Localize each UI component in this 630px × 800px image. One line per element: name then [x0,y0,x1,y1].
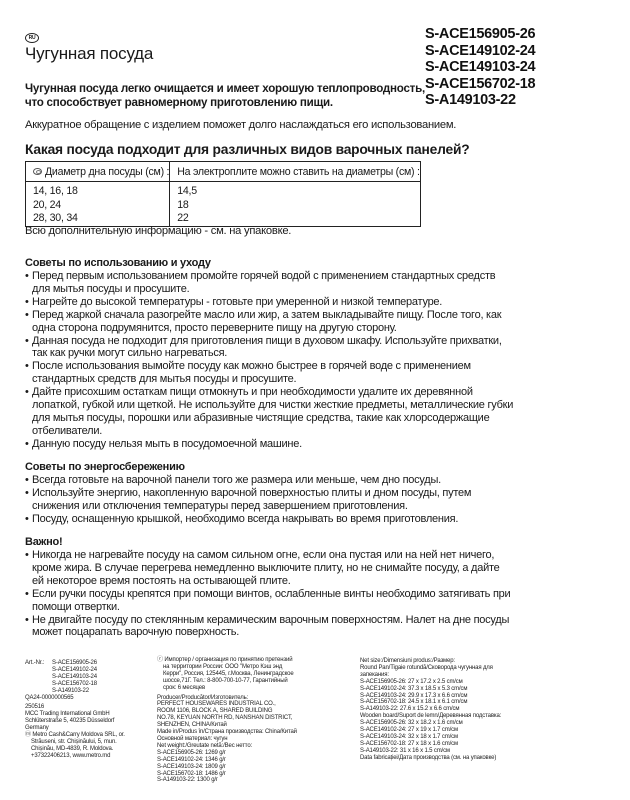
section-heading: Советы по использованию и уходу [25,257,211,269]
size-line: S-ACE156905-26: 32 x 18.2 x 1.6 cm/см [360,720,463,727]
weight-line: S-ACE149102-24: 1346 g/г [157,756,226,763]
model-number: S-ACE156702-18 [425,75,536,92]
producer-line: ROOM 1106, BLOCK A, SHARED BUILDING [157,708,273,715]
net-size-label: Net size:/Dimensiuni produs:/Размер: [360,658,455,664]
weight-line: S-A149103-22: 1300 g/г [157,777,218,784]
qa-code: QA24-0000000565 [25,694,74,701]
producer-line: SHENZHEN, CHINA/Китай [157,722,227,729]
list-item: • Данную посуду нельзя мыть в посудомоечной машине. [25,438,585,451]
table-cell: 20, 24 [33,198,61,211]
list-item: • Нагрейте до высокой температуры - готовьте при умеренной и низкой температуре. [25,296,585,309]
model-number: S-A149103-22 [425,92,516,108]
list-item: • Никогда не нагревайте посуду на самом сильном огне, если она пустая или на ней нет ничего, кроме жира. В случае перегрева немедленно выключите плиту, но не снимайте посуду, а дайте ей некоторое время постоять на остывающей плите. [25,549,585,588]
moldova-line: ⓜ Metro Cash&Carry Moldova SRL, or. [25,732,125,739]
section-heading: Важно! [25,536,63,548]
size-line: S-ACE149103-24: 29.9 x 17.3 x 6.6 cm/см [360,692,468,699]
article-number: S-A149103-22 [52,687,89,694]
date-code: 250516 [25,704,45,711]
size-line: S-ACE149102-24: 27 x 19 x 1.7 cm/см [360,727,458,734]
column-header-hob-diameter: На электроплите можно ставить на диаметры (см) : [170,162,420,182]
column-header-base-diameter: Диаметр дна посуды (см) : [26,162,170,182]
production-date-line: Data fabricației/Дата производства (см. на упаковке) [360,754,497,761]
energy-saving-section [25,460,585,526]
intro-line: Чугунная посуда легко очищается и имеет хорошую теплопроводность, [25,82,425,95]
size-line: S-ACE156905-26: 27 x 17.2 x 2.5 cm/см [360,678,463,685]
company-line: MCC Trading International GmbH [25,711,110,718]
size-line: S-ACE156702-18: 24.5 x 18.1 x 6.1 cm/см [360,699,468,706]
cooktop-icon [33,168,42,175]
size-line: S-A149103-22: 31 x 16 x 1.5 cm/см [360,747,450,754]
intro-bold-text [25,82,425,110]
size-line: S-ACE149102-24: 37.3 x 18.5 x 5.3 cm/см [360,685,468,692]
model-number: S-ACE149102-24 [425,42,536,59]
producer-line: NO.78, KEYUAN NORTH RD, NANSHAN DISTRICT, [157,715,293,722]
article-number: S-ACE149103-24 [52,673,97,680]
list-item: • Если ручки посуды крепятся при помощи винтов, ослабленные винты необходимо затягивать при помощи отвертки. [25,588,585,614]
weight-line: S-ACE149103-24: 1809 g/г [157,763,226,770]
list-item: • Перед первым использованием промойте горячей водой с применением стандартных средств для мытья посуды и просушите. [25,270,585,296]
size-line: S-ACE156702-18: 27 x 18 x 1.6 cm/см [360,740,458,747]
cookware-diameter-table [25,161,421,227]
company-line: Schlüterstraße 5, 40235 Düsseldorf [25,718,115,725]
weight-line: S-ACE156905-26: 1269 g/г [157,749,226,756]
intro-plain-text: Аккуратное обращение с изделием поможет долго наслаждаться его использованием. [25,119,457,131]
table-cell: 28, 30, 34 [33,212,78,224]
list-item: • Всегда готовьте на варочной панели того же размера или меньше, чем дно посуды. [25,474,585,487]
wooden-board-label: Wooden board/Suport de lemn/Деревянная подставка: [360,713,502,720]
section-heading: Советы по энергосбережению [25,461,185,473]
material-line: Основной материал: чугун [157,735,228,742]
intro-line: что способствует равномерному приготовлению пищи. [25,96,333,109]
article-label: Art.-Nr.: [25,660,45,666]
page-title: Чугунная посуда [25,44,154,63]
size-line: S-ACE149103-24: 32 x 18 x 1.7 cm/см [360,733,458,740]
important-section [25,535,585,639]
size-line: S-A149103-22: 27.6 x 15.2 x 6.6 cm/см [360,706,460,713]
producer-line: PERFECT HOUSEWARES INDUSTRIAL CO., [157,701,276,708]
model-number: S-ACE149103-24 [425,59,536,75]
article-number: S-ACE156905-26 [52,660,97,666]
article-number: S-ACE149102-24 [52,666,97,673]
care-section [25,256,585,451]
model-numbers [425,26,535,109]
dimensions-info-block: Net size:/Dimensiuni produs:/Размер: Round Pan/Tigaie rotundă/Сковорода чугунная для запекания: S-ACE156905-26: 27 x 17.2 x 2.5 cm/см S-ACE149102-24: 37.3 x 18.5 x 5.3 cm/см S-ACE149103-24: 29.9 x 17.3 x 6.6 cm/см S-ACE156702-18: 24.5 x 18.1 x 6.1 cm/см S-A149103-22: 27.6 x 15.2 x 6.6 cm/см Wooden board/Suport de lemn/Деревянная подставка: S-ACE156905-26: 32 x 18.2 x 1.6 cm/см S-ACE149102-24: 27 x 19 x 1.7 cm/см S-ACE149103-24: 32 x 18 x 1.7 cm/см S-ACE156702-18: 27 x 18 x 1.6 cm/см S-A149103-22: 31 x 16 x 1.5 cm/см Data fabricației/Дата производства (см. на упаковке) [360,658,502,761]
cookware-table-heading: Какая посуда подходит для различных видов варочных панелей? [25,142,470,157]
importer-info-block: ⓡ Импортер / организация по принятию претензий на территории России: ООО "Метро Кэш энд Керри", Россия, 125445, г.Москва, Ленинградское шоссе,71Г. Тел.: 8-800-700-10-77, Гарантийный срок: 6 месяцев Producer/Producător/Изготовитель: PERFECT HOUSEWARES INDUSTRIAL CO., ROOM 1106, BLOCK A, SHARED BUILDING NO.78, KEYUAN NORTH RD, NANSHAN DISTRICT, SHENZHEN, CHINA/Китай Made in/Produs în/Страна производства: China/Китай Основной материал: чугун Net weight:/Greutate netă:/Вес нетто: S-ACE156905-26: 1269 g/г S-ACE149102-24: 1346 g/г S-ACE149103-24: 1809 g/г S-ACE156702-18: 1486 g/г S-A149103-22: 1300 g/г [157,657,297,784]
producer-line: Producer/Producător/Изготовитель: [157,694,249,701]
list-item: • Дайте присохшим остаткам пищи отмокнуть и при необходимости удалите их деревянной лопаткой, губкой или щеткой. Не используйте для чистки жесткие предметы, металлические губки для мытья посуды, порошки или абразивные чистящие средства, такие как хлорсодержащие отбеливатели. [25,386,585,438]
table-cell: 14, 16, 18 [33,185,78,197]
list-item: • Посуду, оснащенную крышкой, необходимо всегда накрывать во время приготовления. [25,513,585,526]
list-item: • После использования вымойте посуду как можно быстрее в горячей воде с применением стандартных средств для мытья посуды и просушите. [25,360,585,386]
table-row [26,182,421,227]
list-item: • Перед жаркой сначала разогрейте масло или жир, а затем выкладывайте пищу. После того, как одна сторона подрумянится, просто переверните пищу на другую сторону. [25,309,585,335]
company-line: Germany [25,725,49,732]
origin-line: Made in/Produs în/Страна производства: China/Китай [157,729,297,736]
list-item: • Не двигайте посуду по стеклянным керамическим варочным поверхностям. Налет на дне посуды может поцарапать варочную поверхность. [25,614,585,640]
table-cell: 18 [177,198,189,211]
list-item: • Данная посуда не подходит для приготовления пищи в духовом шкафу. Используйте прихватки, так как ручки могут сильно нагреваться. [25,335,585,361]
article-number: S-ACE156702-18 [52,680,97,687]
table-cell: 14,5 [177,185,197,197]
weight-line: S-ACE156702-18: 1486 g/г [157,770,226,777]
packaging-note: Всю дополнительную информацию - см. на упаковке. [25,225,292,237]
list-item: • Используйте энергию, накопленную варочной поверхностью плиты и дном посуды, путем снижения или отключения температуры перед завершением приготовления. [25,487,585,513]
model-number: S-ACE156905-26 [425,26,536,42]
article-info-block: Art.-Nr.: S-ACE156905-26 S-ACE149102-24 S-ACE149103-24 S-ACE156702-18 S-A149103-22 QA24-0000000565 250516 MCC Trading International GmbH Schlüterstraße 5, 40235 Düsseldorf Germany ⓜ Metro Cash&Carry Moldova SRL, or. Străuseni, str. Chișinăului, 5, mun. Chișinău, MD-4839, R. Moldova. +37322406213, www.metro.md [25,660,125,759]
table-cell: 22 [177,212,189,224]
net-weight-label: Net weight:/Greutate netă:/Вес нетто: [157,742,253,749]
language-badge: RU [25,33,39,43]
